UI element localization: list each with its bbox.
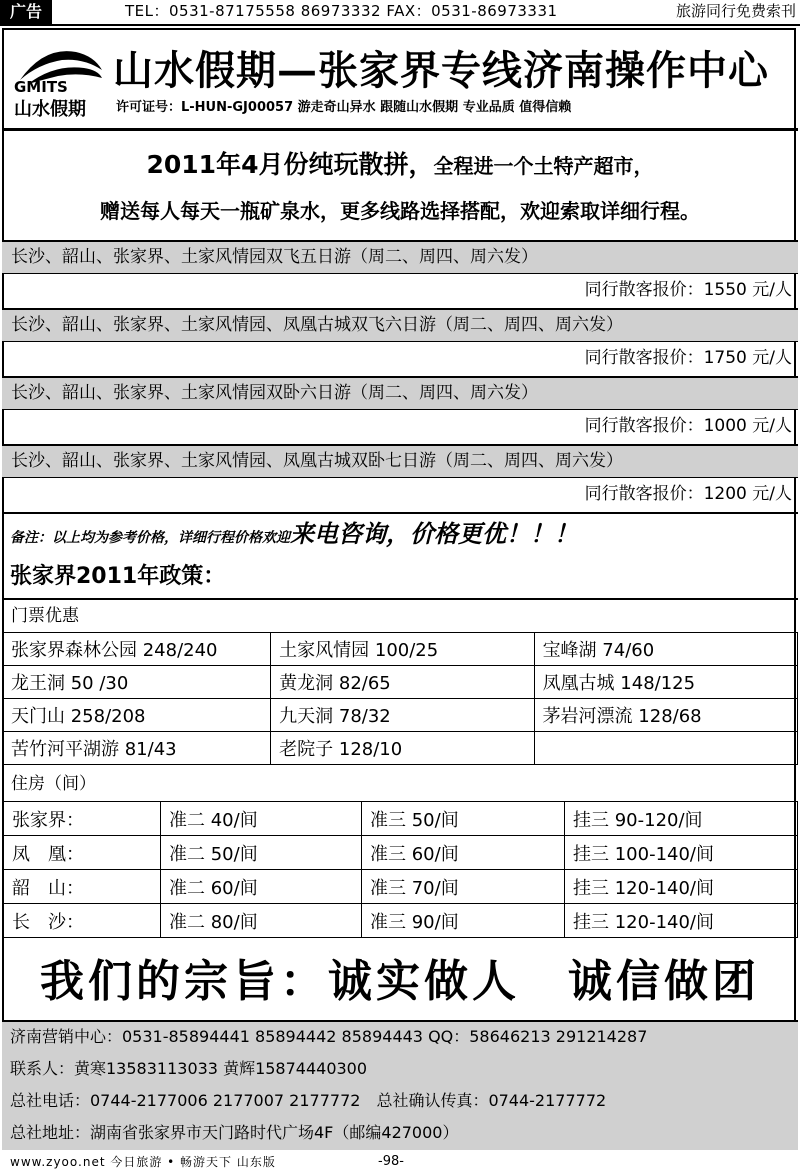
housing-heading: 住房（间） — [11, 774, 96, 794]
table-cell: 张家界森林公园 248/240 — [3, 633, 271, 666]
tour-price: 同行散客报价：1200 元/人 — [2, 477, 798, 510]
logo-text: GMITS — [14, 78, 68, 96]
footer-url: www.zyoo.net 今日旅游 • 畅游天下 山东版 — [10, 1155, 276, 1169]
housing-price-table — [2, 801, 798, 938]
tour-name: 长沙、韶山、张家界、土家风情园、凤凰古城双飞六日游（周二、周四、周六发） — [2, 308, 798, 341]
table-cell: 准二 50/间 — [161, 836, 362, 870]
table-cell: 准三 60/间 — [362, 836, 565, 870]
tour-price: 同行散客报价：1750 元/人 — [2, 341, 798, 374]
logo-mark-icon — [14, 40, 106, 118]
tour-name: 长沙、韶山、张家界、土家风情园、凤凰古城双卧七日游（周二、周四、周六发） — [2, 444, 798, 477]
tour-name: 长沙、韶山、张家界、土家风情园双飞五日游（周二、周四、周六发） — [2, 240, 798, 273]
top-slogan: 旅游同行免费索刊 — [675, 2, 796, 20]
promo-line-2: 赠送每人每天一瓶矿泉水，更多线路选择搭配，欢迎索取详细行程。 — [100, 199, 700, 223]
tour-price: 同行散客报价：1000 元/人 — [2, 409, 798, 442]
note-text: 备注：以上均为参考价格，详细行程价格欢迎 — [10, 530, 290, 546]
table-row — [3, 699, 798, 732]
table-cell: 龙王洞 50 /30 — [3, 666, 271, 699]
table-cell: 九天洞 78/32 — [271, 699, 534, 732]
table-cell: 天门山 258/208 — [3, 699, 271, 732]
header-divider — [2, 128, 798, 131]
page-title: 山水假期—张家界专线济南操作中心 — [113, 47, 769, 94]
table-cell: 茅岩河漂流 128/68 — [534, 699, 797, 732]
table-row — [3, 666, 798, 699]
promo-line-1 — [0, 145, 800, 181]
table-row — [3, 633, 798, 666]
table-cell: 准三 50/间 — [362, 802, 565, 836]
table-cell: 挂三 90-120/间 — [565, 802, 798, 836]
tickets-heading: 门票优惠 — [2, 598, 798, 632]
table-cell: 准三 90/间 — [362, 904, 565, 938]
price-note — [10, 517, 578, 555]
contact-person-line: 联系人：黄寒13583113033 黄辉15874440300 — [10, 1059, 368, 1078]
table-row — [3, 802, 798, 836]
table-cell: 土家风情园 100/25 — [271, 633, 534, 666]
table-cell: 凤凰古城 148/125 — [534, 666, 797, 699]
city-cell: 韶 山： — [3, 870, 161, 904]
head-office-phone-line: 总社电话：0744-2177006 2177007 2177772 总社确认传真：0744-2177772 — [10, 1091, 607, 1110]
city-cell: 长 沙： — [3, 904, 161, 938]
tour-name: 长沙、韶山、张家界、土家风情园双卧六日游（周二、周四、周六发） — [2, 376, 798, 409]
table-cell: 苦竹河平湖游 81/43 — [3, 732, 271, 765]
note-highlight: 来电咨询，价格更优！！！ — [290, 519, 578, 548]
page-number: -98- — [378, 1154, 404, 1169]
table-row — [3, 732, 798, 765]
company-motto: 我们的宗旨：诚实做人 诚信做团 — [40, 956, 760, 1007]
table-cell: 挂三 120-140/间 — [565, 870, 798, 904]
city-cell: 张家界： — [3, 802, 161, 836]
table-row — [3, 904, 798, 938]
head-office-address-line: 总社地址：湖南省张家界市天门路时代广场4F（邮编427000） — [10, 1123, 459, 1142]
table-row — [3, 870, 798, 904]
tour-price: 同行散客报价：1550 元/人 — [2, 273, 798, 306]
page-footer — [0, 1152, 800, 1172]
table-cell: 准三 70/间 — [362, 870, 565, 904]
sales-center-line: 济南营销中心：0531-85894441 85894442 85894443 QQ：58646213 291214287 — [10, 1027, 648, 1046]
ad-tag: 广告 — [0, 0, 52, 24]
table-cell: 准二 40/间 — [161, 802, 362, 836]
table-cell: 老院子 128/10 — [271, 732, 534, 765]
promo-subline: 全程进一个土特产超市， — [433, 154, 654, 178]
city-cell: 凤 凰： — [3, 836, 161, 870]
table-cell: 挂三 100-140/间 — [565, 836, 798, 870]
policy-title: 张家界2011年政策： — [10, 564, 226, 589]
table-cell — [534, 732, 797, 765]
promo-headline: 2011年4月份纯玩散拼， — [146, 150, 434, 179]
table-cell: 准二 60/间 — [161, 870, 362, 904]
table-cell: 准二 80/间 — [161, 904, 362, 938]
table-row — [3, 836, 798, 870]
license-line: 许可证号：L-HUN-GJ00057 游走奇山异水 跟随山水假期 专业品质 值得信赖 — [116, 100, 572, 115]
company-logo — [14, 40, 106, 118]
top-contact-line: TEL：0531-87175558 86973332 FAX：0531-86973331 — [125, 2, 558, 20]
logo-name: 山水假期 — [14, 99, 86, 118]
ticket-discount-table — [2, 632, 798, 765]
table-cell: 挂三 120-140/间 — [565, 904, 798, 938]
table-cell: 黄龙洞 82/65 — [271, 666, 534, 699]
table-cell: 宝峰湖 74/60 — [534, 633, 797, 666]
